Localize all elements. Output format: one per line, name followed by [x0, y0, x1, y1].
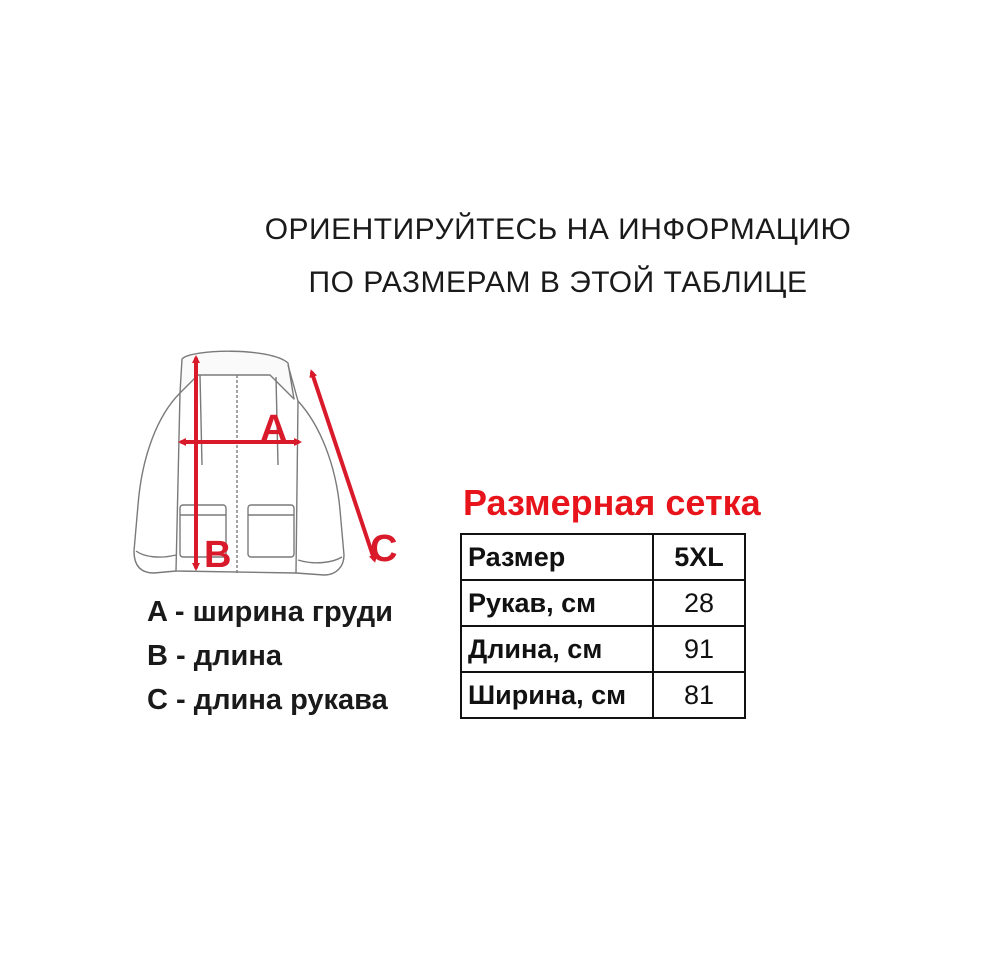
row-label-sleeve: Рукав, см [461, 580, 653, 626]
legend-length: B - длина [147, 640, 283, 672]
row-value-length: 91 [653, 626, 745, 672]
row-value-size: 5XL [653, 534, 745, 580]
marker-c-label: C [370, 528, 398, 570]
legend-sleeve-length: C - длина рукава [147, 684, 388, 716]
marker-b-label: B [204, 534, 232, 576]
marker-a-label: A [260, 408, 288, 450]
table-row [461, 580, 745, 626]
jacket-diagram [120, 345, 420, 585]
table-row [461, 534, 745, 580]
arrow-c-sleeve-length [312, 373, 374, 559]
table-row [461, 672, 745, 718]
size-table [460, 533, 746, 719]
row-label-length: Длина, см [461, 626, 653, 672]
legend-chest-width: A - ширина груди [147, 596, 393, 628]
row-value-width: 81 [653, 672, 745, 718]
row-label-size: Размер [461, 534, 653, 580]
row-label-width: Ширина, см [461, 672, 653, 718]
heading-line-2: ПО РАЗМЕРАМ В ЭТОЙ ТАБЛИЦЕ [308, 266, 808, 299]
size-chart-title: Размерная сетка [463, 482, 761, 523]
table-row [461, 626, 745, 672]
row-value-sleeve: 28 [653, 580, 745, 626]
heading-line-1: ОРИЕНТИРУЙТЕСЬ НА ИНФОРМАЦИЮ [264, 213, 852, 246]
jacket-outline [134, 351, 344, 575]
